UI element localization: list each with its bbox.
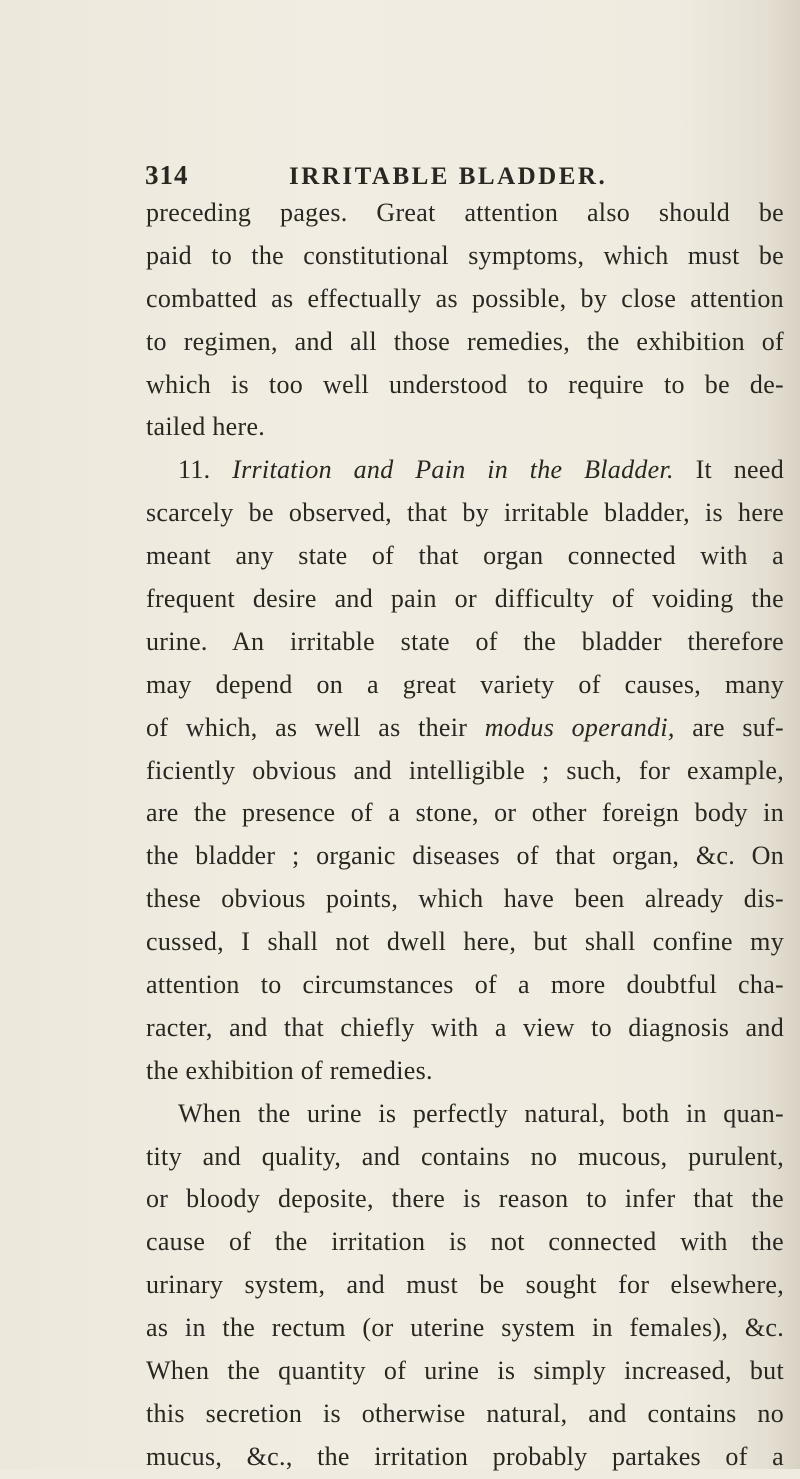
text-line: paid to the constitutional symptoms, which must be: [146, 240, 784, 270]
text-line: this secretion is otherwise natural, and contains no: [146, 1398, 784, 1428]
text-line: frequent desire and pain or difficulty of voiding the: [146, 584, 784, 614]
text-line: these obvious points, which have been already dis-: [146, 884, 784, 914]
text-fragment: It need: [695, 455, 785, 485]
text-line: meant any state of that organ connected with a: [146, 541, 784, 571]
text-line: cause of the irritation is not connected with the: [146, 1227, 784, 1257]
body-text: [146, 192, 784, 1479]
text-line: tailed here.: [146, 412, 266, 442]
text-line: urine. An irritable state of the bladder therefore: [146, 626, 784, 656]
text-fragment: are suf-: [692, 712, 784, 742]
text-line: combatted as effectually as possible, by close attention: [146, 283, 784, 313]
running-title: IRRITABLE BLADDER.: [289, 163, 608, 190]
text-line: cussed, I shall not dwell here, but shall confine my: [146, 927, 784, 957]
text-line: preceding pages. Great attention also should be: [146, 198, 784, 227]
text-line: the bladder ; organic diseases of that organ, &c. On: [146, 841, 784, 871]
text-line: which is too well understood to require to be de-: [146, 369, 784, 399]
section-number: 11.: [178, 455, 211, 485]
text-line: mucus, &c., the irritation probably partakes of a: [146, 1441, 784, 1471]
text-line: may depend on a great variety of causes, many: [146, 669, 784, 699]
text-line: the exhibition of remedies.: [146, 1055, 433, 1085]
text-line: to regimen, and all those remedies, the exhibition of: [146, 326, 784, 356]
text-line: urinary system, and must be sought for elsewhere,: [146, 1270, 784, 1300]
text-line: tity and quality, and contains no mucous, purulent,: [146, 1141, 784, 1171]
text-line: racter, and that chiefly with a view to diagnosis and: [146, 1012, 784, 1042]
text-line: When the quantity of urine is simply increased, but: [146, 1356, 784, 1386]
section-heading-line: [146, 449, 784, 492]
text-line: as in the rectum (or uterine system in females), &c.: [146, 1313, 784, 1343]
page-number: 314: [145, 160, 189, 190]
text-line: are the presence of a stone, or other foreign body in: [146, 798, 784, 828]
text-line: scarcely be observed, that by irritable bladder, is here: [146, 498, 784, 528]
text-line: ficiently obvious and intelligible ; such, for example,: [146, 755, 784, 785]
text-line: or bloody deposite, there is reason to infer that the: [146, 1184, 784, 1214]
text-line-with-italic: [146, 707, 784, 750]
text-line: When the urine is perfectly natural, both in quan-: [178, 1098, 784, 1128]
text-fragment: of which, as well as their: [146, 712, 468, 742]
latin-phrase: modus operandi,: [484, 712, 675, 742]
section-title: Irritation and Pain in the Bladder.: [232, 455, 674, 485]
text-line: attention to circumstances of a more doubtful cha-: [146, 970, 784, 1000]
